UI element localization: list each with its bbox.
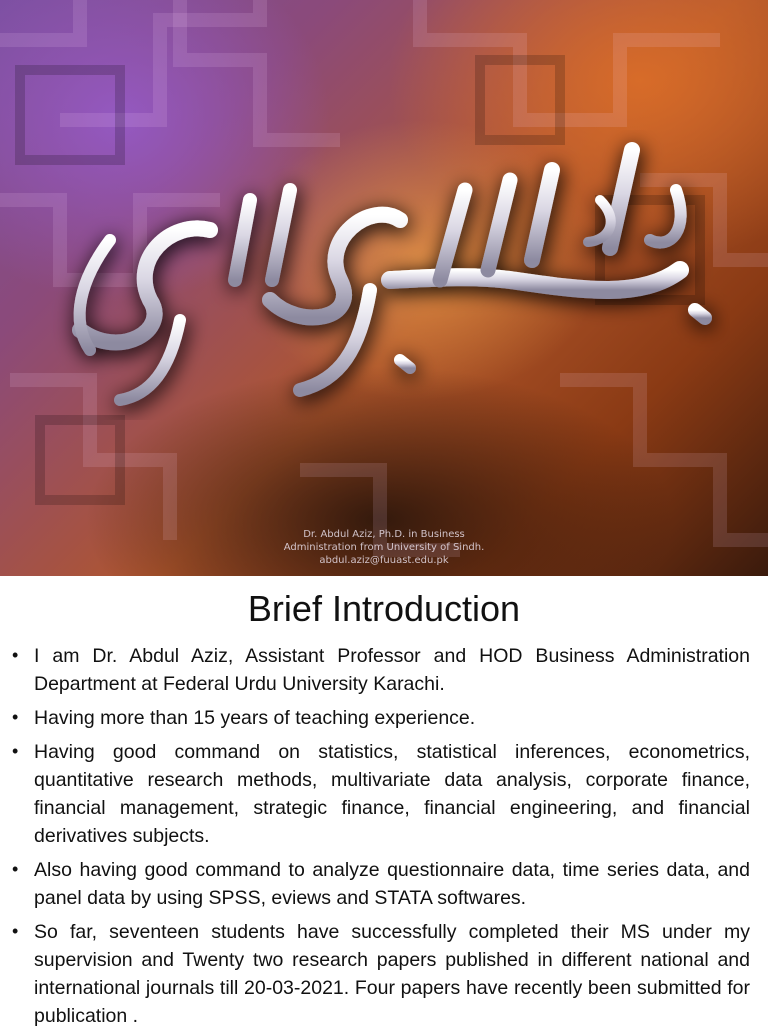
bullet-text: I am Dr. Abdul Aziz, Assistant Professor and HOD Business Administration Department at Federal Urdu University Karachi.	[34, 645, 750, 695]
list-item	[12, 738, 750, 850]
bullet-text: So far, seventeen students have successfully completed their MS under my supervision and Twenty two research papers published in different national and international journals till 20-03-2021. Four papers have recently been submitted for publication .	[34, 921, 750, 1027]
list-item	[12, 704, 750, 732]
bismillah-calligraphy	[40, 130, 730, 420]
bullet-icon: •	[12, 859, 19, 879]
slide-title: Brief Introduction	[247, 588, 521, 629]
slide-credit	[0, 528, 768, 567]
bullet-text: Having good command on statistics, statistical inferences, econometrics, quantitative research methods, multivariate data analysis, corporate finance, financial management, strategic finance, financial engineering, and financial derivatives subjects.	[34, 741, 750, 847]
bullet-text: Having more than 15 years of teaching experience.	[34, 707, 476, 729]
bullet-icon: •	[12, 645, 19, 665]
list-item	[12, 856, 750, 912]
credit-line-email: abdul.aziz@fuuast.edu.pk	[319, 555, 449, 566]
credit-line-degree: Administration from University of Sindh.	[283, 542, 485, 553]
list-item	[12, 918, 750, 1030]
introduction-slide	[0, 576, 768, 1027]
bullet-icon: •	[12, 921, 19, 941]
credit-line-name: Dr. Abdul Aziz, Ph.D. in Business	[303, 529, 465, 540]
list-item	[12, 642, 750, 698]
bullet-icon: •	[12, 741, 19, 761]
bullet-icon: •	[12, 707, 19, 727]
bullet-list	[12, 642, 750, 1036]
bullet-text: Also having good command to analyze questionnaire data, time series data, and panel data by using SPSS, eviews and STATA softwares.	[34, 859, 750, 909]
